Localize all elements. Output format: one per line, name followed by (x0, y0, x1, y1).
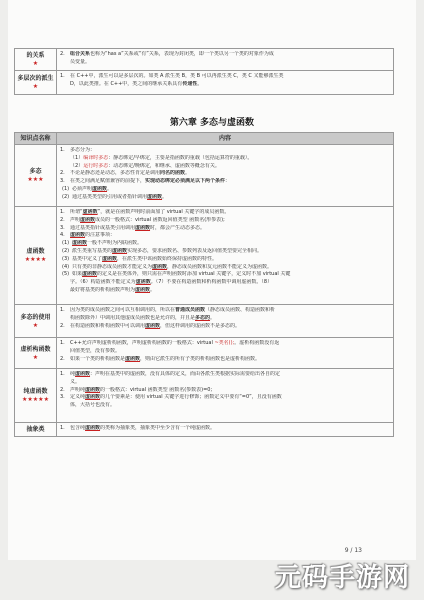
content-line (60, 348, 390, 356)
line-text: 基类中定义了虚函数，在派生类中该函数始终保持虚函数的特性。 (72, 255, 218, 262)
emphasis-text: 编译时多态 (83, 154, 109, 161)
page-number: 9 / 13 (344, 547, 362, 554)
line-text: D，以此类推。在 C++中，类之间的继承关系具有传递性。 (70, 80, 203, 87)
table-row (15, 71, 394, 95)
content-line (60, 186, 390, 194)
line-text: 虚函数的注意事项： (70, 232, 116, 239)
line-text: 在类之间满足赋值兼容的前提下，实现动态绑定必须满足以下两个条件： (70, 178, 231, 185)
emphasis-text: 虚函数 (145, 322, 161, 329)
topic-cell (15, 423, 57, 437)
emphasis-text: 实现动态绑定必须满足以下两个条件 (145, 178, 226, 185)
content-line (60, 170, 390, 178)
content-line (60, 307, 390, 315)
emphasis-text: 普通成员函数 (175, 307, 206, 313)
content-line (60, 232, 390, 240)
content-line (60, 225, 390, 233)
content-cell (57, 369, 394, 423)
line-text: 如果一个类的析构函数是虚函数，则由它派生的所有子类的析构函数也是虚析构函数。 (70, 355, 261, 362)
content-cell (57, 207, 394, 305)
content-line (60, 279, 390, 287)
line-number: 1. (60, 425, 65, 431)
line-text: 所谓“虚函数”，就是在函数声明时前面加了 virtual 关键字的成员函数。 (70, 209, 230, 215)
emphasis-text: 虚函数 (135, 286, 151, 293)
emphasis-text: 传递性 (182, 80, 198, 87)
line-text: 字。（6）构造函数不能定义为虚函数。（7）不要在构造函数和析构函数中调用虚函数。（8） (70, 279, 273, 286)
content-line (60, 59, 390, 67)
line-text: 组合关系也称为“has a”关系或“有”关系，表现为封闭类，即一个类以另一个类的对象作为成 (70, 51, 274, 57)
topic-cell (15, 369, 57, 423)
line-number (60, 279, 70, 287)
line-number: 3. (60, 394, 65, 401)
line-text: 在 C++中，派生可以是多层次的。如类 A 派生类 B，类 B 可以再派生类 C，类 C 又能够派生类 (70, 73, 284, 79)
emphasis-text: 虚函数 (75, 371, 91, 377)
table-row (15, 423, 394, 437)
topic-name: 虚函数 (26, 248, 45, 255)
line-text: 派生类重写基类的虚函数实现多态，要求函数名、参数列表及返回值类型要完全相同。 (72, 247, 263, 254)
emphasis-text: 虚函数 (80, 216, 96, 223)
header-content: 内容 (57, 133, 394, 145)
topic-name: 抽象类 (26, 426, 45, 433)
topic-cell (15, 145, 57, 207)
emphasis-text: 虚函数 (82, 209, 98, 215)
content-line (60, 356, 390, 364)
line-number (60, 59, 70, 67)
emphasis-text: 虚函数 (82, 271, 98, 278)
content-line (60, 323, 390, 331)
importance-stars: ★★★ (27, 176, 44, 183)
line-number: 2. (60, 322, 65, 329)
emphasis-text: 虚函数 (85, 386, 101, 393)
topic-name: 虚析构函数 (20, 345, 51, 353)
line-number (60, 348, 70, 356)
line-text: 在构造函数和析构函数中可以调用虚函数，但这样调用的虚函数不是多态的。 (70, 322, 241, 329)
line-text: 声明纯虚函数的一般格式：virtual 函数类型 函数名(参数表)=0; (70, 386, 213, 393)
line-text: （2）运行时多态：动态绑定/晚绑定，和继承、虚函数等概念有关。 (70, 162, 220, 169)
emphasis-text: 同名的函数 (160, 170, 186, 177)
topic-name: 多层次的派生 (17, 75, 54, 82)
emphasis-text: 虚函数 (135, 224, 151, 231)
content-cell (57, 49, 394, 71)
content-line (60, 256, 390, 264)
line-text: 多态分为： (70, 147, 96, 153)
content-line (60, 194, 390, 202)
content-line (60, 155, 390, 163)
chapter-title: 第六章 多态与虚函数 (169, 118, 255, 128)
content-line (60, 379, 390, 387)
knowledge-table (14, 132, 394, 437)
topic-cell (15, 207, 57, 305)
emphasis-text: 虚函数 (125, 355, 141, 362)
line-number: 1. (60, 307, 65, 313)
topic-cell (15, 71, 57, 95)
content-line (60, 271, 390, 279)
emphasis-text: 虚函数 (85, 394, 101, 401)
table-row (15, 338, 394, 369)
line-number (60, 155, 70, 163)
line-number (60, 315, 70, 323)
content-line (60, 264, 390, 272)
content-line (60, 315, 390, 323)
line-text: 定义纯虚函数的几个要素是：使用 virtual 关键字进行修饰；函数定义中要有“=0”，且没有函数 (70, 394, 282, 401)
line-number: 1. (60, 340, 65, 346)
line-number: 2. (60, 386, 65, 393)
topic-name: 多态的使用 (20, 313, 51, 321)
importance-stars: ★★★★★ (22, 396, 49, 403)
content-line (60, 51, 390, 59)
content-line (60, 163, 390, 171)
line-number: 2. (60, 216, 65, 223)
topic-cell (15, 338, 57, 369)
line-text: 只有类的非静态成员函数才能定义为虚函数，静态成员函数和友元函数不能定义为虚函数。 (72, 263, 273, 270)
line-number: (1) (62, 240, 70, 247)
content-line (60, 387, 390, 395)
content-line (60, 340, 390, 348)
emphasis-text: 虚函数 (147, 193, 163, 200)
table-row (15, 305, 394, 338)
line-text: 员变量。 (70, 58, 91, 65)
line-number (60, 287, 70, 295)
table-row (15, 369, 394, 423)
line-text: C++允许声明虚析构函数，声明虚析构函数的一般格式：virtual ~类名();。虚析构函数没有返 (70, 340, 280, 346)
line-number: 2. (60, 170, 65, 177)
content-cell (57, 71, 394, 95)
line-number: (3) (62, 255, 70, 262)
line-number: (2) (62, 193, 70, 200)
line-text: 虚函数一般不声明为内联函数。 (72, 240, 143, 247)
table-row (15, 49, 394, 71)
line-number: 1. (60, 371, 65, 377)
line-number: 2. (60, 355, 65, 362)
line-number: 3. (60, 178, 65, 185)
emphasis-text: 虚函数 (85, 425, 101, 431)
emphasis-text: 虚函数 (102, 255, 118, 262)
content-line (60, 425, 390, 433)
line-text: 通过基类类型的引用或者指针调用虚函数。 (72, 193, 168, 200)
content-cell (57, 305, 394, 338)
line-text: 因为类的成员函数之间可以互相调用的，所以在普通成员函数（静态成员函数、构造函数和析 (70, 307, 276, 313)
line-text: 包含纯虚函数的类称为抽象类，抽象类中至少含有一个纯虚函数。 (70, 425, 216, 431)
emphasis-text: 虚函数 (70, 232, 86, 239)
content-line (60, 178, 390, 186)
line-text: 通过基类指针或基类引用调用虚函数时，都会产生动态多态。 (70, 224, 206, 231)
continued-table (14, 48, 394, 95)
emphasis-text: 虚函数 (112, 247, 128, 254)
importance-stars: ★ (32, 60, 39, 67)
line-text: 声明虚函数成员的一般格式：virtual 函数返回值类型 函数名(形参表); (70, 216, 225, 223)
emphasis-text: ~类名(); (214, 340, 235, 346)
importance-stars: ★ (32, 353, 39, 361)
line-number (60, 379, 70, 387)
topic-name: 纯虚函数 (23, 388, 48, 395)
line-number (60, 163, 70, 171)
importance-stars: ★ (32, 321, 39, 329)
line-text: 不论是静态还是动态，多态性肯定是调用同名的函数。 (70, 170, 191, 177)
emphasis-text: 运行时多态 (83, 162, 109, 169)
line-number: 1. (60, 209, 65, 215)
content-line (60, 81, 390, 89)
content-line (60, 73, 390, 81)
content-line (60, 147, 390, 155)
line-text: 义。 (70, 378, 81, 385)
content-line (60, 394, 390, 402)
line-text: 纯虚函数：声明在基类中的虚函数，没有具体的定义，而由各派生类根据实际需要给出各自的定 (70, 371, 281, 377)
content-cell (57, 338, 394, 369)
line-number: 3. (60, 224, 65, 231)
line-text: （1）编译时多态：静态绑定/早绑定，主要是指函数的重载（包括运算符的重载）。 (70, 154, 253, 161)
topic-name: 多态 (29, 168, 42, 175)
watermark-logo: 元码手游网 (274, 563, 410, 593)
line-number: (1) (62, 185, 70, 192)
table-row (15, 145, 394, 207)
importance-stars: ★ (32, 83, 39, 90)
importance-stars: ★★★★ (24, 256, 47, 263)
header-topic: 知识点名称 (15, 133, 57, 145)
line-number: (5) (62, 271, 70, 278)
line-number: 1. (60, 73, 65, 79)
content-cell (57, 145, 394, 207)
line-number (60, 81, 70, 89)
emphasis-text: 虚函数 (92, 185, 108, 192)
content-line (60, 240, 390, 248)
line-text: 必须声明虚函数。 (72, 185, 113, 192)
line-number: (4) (62, 263, 70, 270)
emphasis-text: 组合关系 (70, 51, 91, 57)
table-row (15, 207, 394, 305)
line-text: 如果虚函数的定义是在类体外，则只需在声明函数时添加 virtual 关键字，定义时不加 virtual 关键 (72, 271, 291, 278)
topic-name: 的关系 (26, 52, 45, 59)
topic-cell (15, 305, 57, 338)
content-line (60, 209, 390, 217)
content-line (60, 287, 390, 295)
line-number: 4. (60, 232, 65, 239)
line-number: 2. (60, 51, 65, 57)
content-cell (57, 423, 394, 437)
line-number: (2) (62, 247, 70, 254)
line-number: 1. (60, 147, 65, 153)
topic-cell (15, 49, 57, 71)
content-line (60, 248, 390, 256)
emphasis-text: 虚函数 (72, 240, 88, 247)
line-text: 回值类型，没有参数。 (70, 347, 121, 354)
table-header-row (15, 133, 394, 145)
line-text: 构函数除外）中调用其他虚成员函数也是允许的，并且是多态的。 (70, 314, 216, 321)
content-line (60, 402, 390, 410)
line-number (60, 402, 70, 410)
line-text: 最好将基类的析构函数声明为虚函数。 (70, 286, 156, 293)
emphasis-text: 多态的 (195, 314, 211, 321)
emphasis-text: 虚函数 (135, 279, 151, 286)
content-line (60, 371, 390, 379)
line-text: 体，大括号也没有。 (70, 402, 116, 409)
emphasis-text: 虚函数 (152, 263, 168, 270)
content-line (60, 217, 390, 225)
